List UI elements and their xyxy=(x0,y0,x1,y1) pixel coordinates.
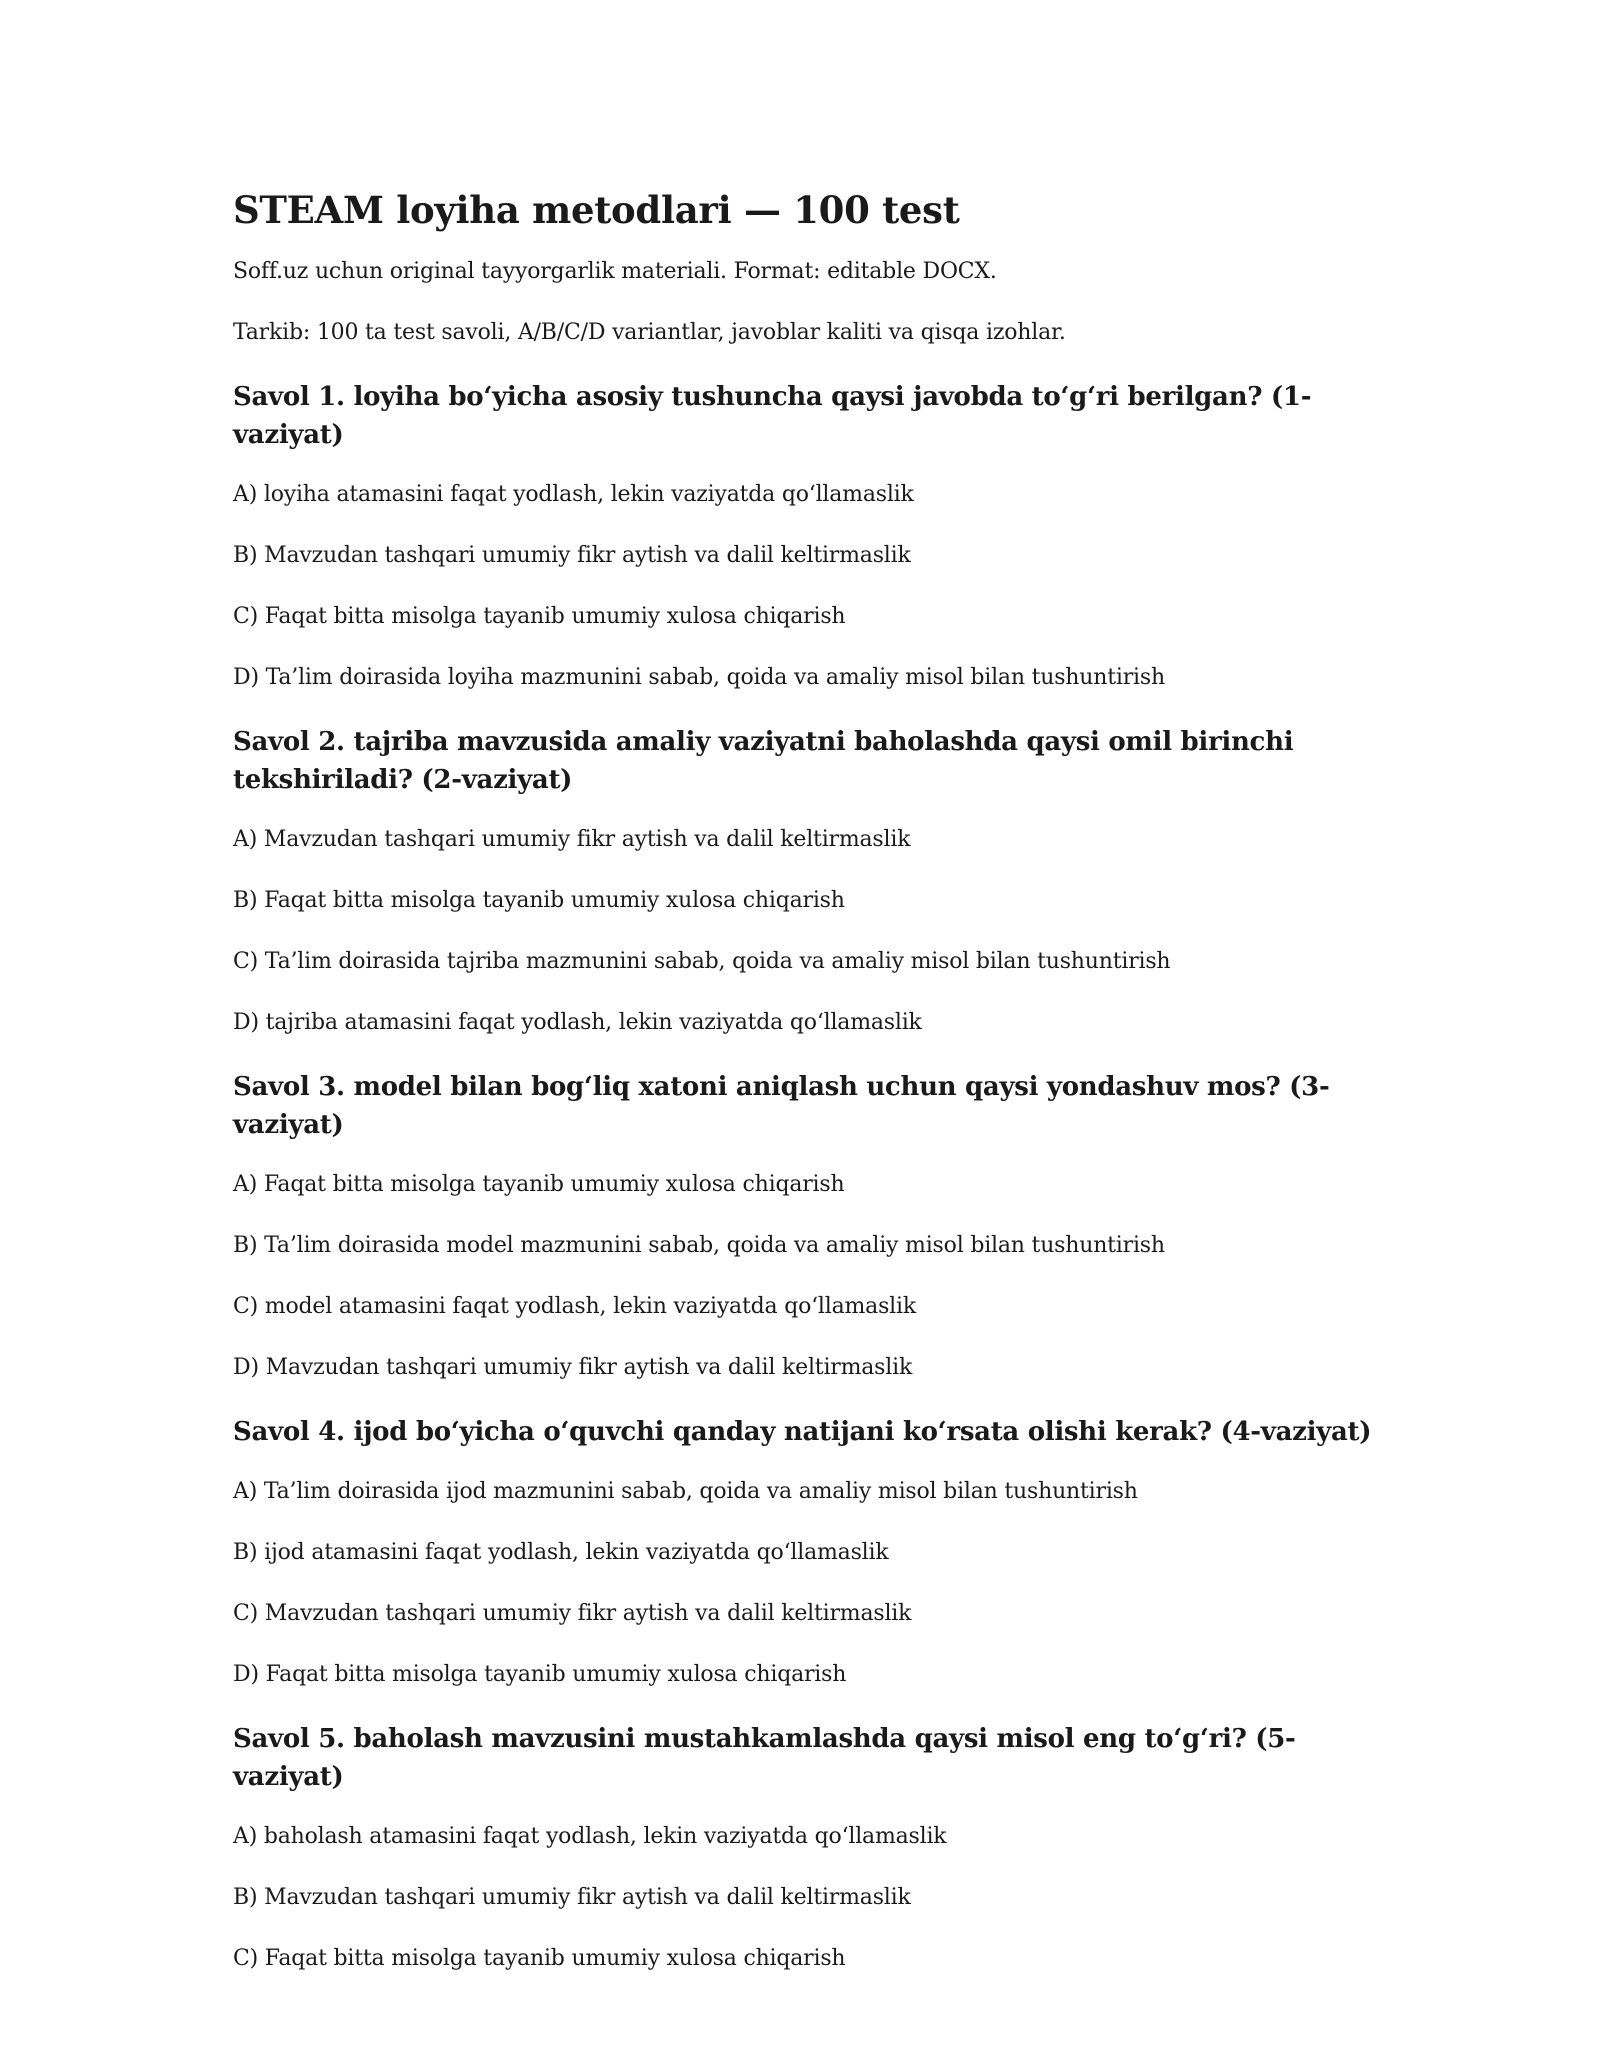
answer-option: C) Ta’lim doirasida tajriba mazmunini sabab, qoida va amaliy misol bilan tushuntirish xyxy=(233,949,1171,974)
answer-option: D) Ta’lim doirasida loyiha mazmunini sabab, qoida va amaliy misol bilan tushuntirish xyxy=(233,665,1165,690)
answer-option: A) Mavzudan tashqari umumiy fikr aytish va dalil keltirmaslik xyxy=(233,827,911,852)
question-block xyxy=(233,1413,1393,1691)
answer-option: A) Ta’lim doirasida ijod mazmunini sabab, qoida va amaliy misol bilan tushuntirish xyxy=(233,1479,1138,1504)
answer-option: A) baholash atamasini faqat yodlash, lekin vaziyatda qo‘llamaslik xyxy=(233,1824,947,1849)
document-title: STEAM loyiha metodlari — 100 test xyxy=(233,188,960,232)
answer-option: D) Faqat bitta misolga tayanib umumiy xulosa chiqarish xyxy=(233,1662,847,1687)
answer-option: B) Faqat bitta misolga tayanib umumiy xulosa chiqarish xyxy=(233,888,845,913)
question-text: Savol 5. baholash mavzusini mustahkamlashda qaysi misol eng to‘g‘ri? (5-vaziyat) xyxy=(233,1724,1296,1792)
answer-option: D) Mavzudan tashqari umumiy fikr aytish va dalil keltirmaslik xyxy=(233,1355,913,1380)
intro-paragraph: Tarkib: 100 ta test savoli, A/B/C/D variantlar, javoblar kaliti va qisqa izohlar. xyxy=(233,320,1066,345)
question-block xyxy=(233,1720,1393,1975)
answer-option: C) Mavzudan tashqari umumiy fikr aytish va dalil keltirmaslik xyxy=(233,1601,912,1626)
answer-option: C) model atamasini faqat yodlash, lekin vaziyatda qo‘llamaslik xyxy=(233,1294,916,1319)
answer-option: A) Faqat bitta misolga tayanib umumiy xulosa chiqarish xyxy=(233,1172,845,1197)
question-block xyxy=(233,1068,1393,1384)
answer-option: C) Faqat bitta misolga tayanib umumiy xulosa chiqarish xyxy=(233,1946,846,1971)
answer-option: A) loyiha atamasini faqat yodlash, lekin vaziyatda qo‘llamaslik xyxy=(233,482,914,507)
question-text: Savol 3. model bilan bog‘liq xatoni aniqlash uchun qaysi yondashuv mos? (3-vaziyat) xyxy=(233,1072,1330,1140)
question-block xyxy=(233,723,1393,1039)
question-text: Savol 1. loyiha bo‘yicha asosiy tushuncha qaysi javobda to‘g‘ri berilgan? (1-vaziyat) xyxy=(233,382,1312,450)
answer-option: B) Ta’lim doirasida model mazmunini sabab, qoida va amaliy misol bilan tushuntirish xyxy=(233,1233,1165,1258)
intro-paragraph: Soff.uz uchun original tayyorgarlik materiali. Format: editable DOCX. xyxy=(233,259,997,284)
question-block xyxy=(233,378,1393,694)
document-page xyxy=(233,182,1393,2004)
answer-option: B) ijod atamasini faqat yodlash, lekin vaziyatda qo‘llamaslik xyxy=(233,1540,889,1565)
answer-option: C) Faqat bitta misolga tayanib umumiy xulosa chiqarish xyxy=(233,604,846,629)
question-text: Savol 2. tajriba mavzusida amaliy vaziyatni baholashda qaysi omil birinchi tekshiriladi? (2-vaziyat) xyxy=(233,727,1294,795)
answer-option: B) Mavzudan tashqari umumiy fikr aytish va dalil keltirmaslik xyxy=(233,543,911,568)
answer-option: B) Mavzudan tashqari umumiy fikr aytish va dalil keltirmaslik xyxy=(233,1885,911,1910)
answer-option: D) tajriba atamasini faqat yodlash, lekin vaziyatda qo‘llamaslik xyxy=(233,1010,922,1035)
question-text: Savol 4. ijod bo‘yicha o‘quvchi qanday natijani ko‘rsata olishi kerak? (4-vaziyat) xyxy=(233,1417,1372,1447)
